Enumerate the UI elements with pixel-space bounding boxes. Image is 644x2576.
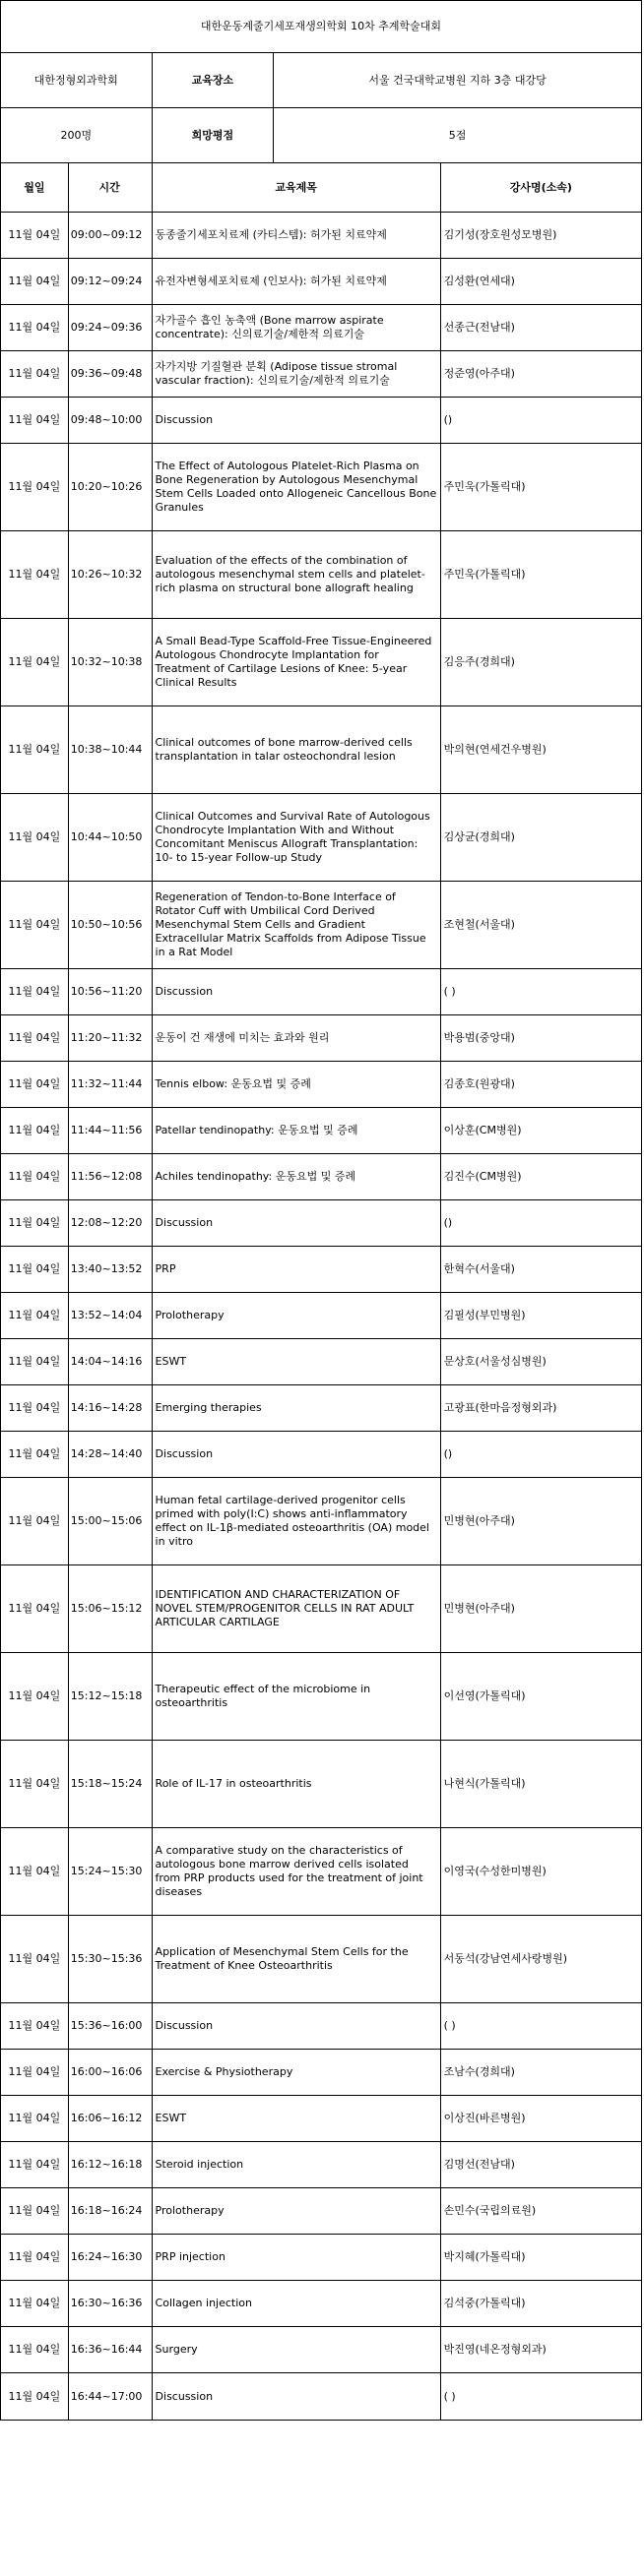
session-time: 09:36~09:48 [69,351,153,397]
title-row [1,1,641,53]
session-date: 11월 04일 [1,2281,69,2326]
table-row [1,2003,641,2050]
session-title: Discussion [153,398,441,443]
session-date: 11월 04일 [1,2373,69,2420]
session-title: Emerging therapies [153,1385,441,1431]
table-row [1,1154,641,1200]
session-speaker: 한혁수(서울대) [443,1262,515,1275]
session-time: 10:20~10:26 [69,444,153,530]
session-time: 14:04~14:16 [69,1339,153,1384]
session-time: 15:06~15:12 [69,1565,153,1652]
table-row [1,1339,641,1385]
table-row [1,794,641,882]
session-speaker: 김진수(CM병원) [443,1170,522,1183]
session-time: 16:36~16:44 [69,2327,153,2372]
session-speaker: 이영국(수성한미병원) [443,1865,547,1877]
table-row [1,259,641,305]
session-speaker: 김기성(장호원성모병원) [443,228,557,241]
session-title: PRP [153,1247,441,1292]
table-row [1,213,641,259]
table-row [1,1385,641,1432]
session-title: Human fetal cartilage-derived progenitor cells primed with poly(I:C) shows anti-inflammatory effect on IL-1β-mediated osteoarthritis (OA) model in vitro [153,1478,441,1564]
table-row [1,2142,641,2188]
table-row [1,706,641,794]
session-date: 11월 04일 [1,1247,69,1292]
session-title: Role of IL-17 in osteoarthritis [153,1741,441,1827]
session-title: Surgery [153,2327,441,2372]
header-date: 월일 [1,163,69,212]
session-title: Patellar tendinopathy: 운동요법 및 증례 [153,1108,441,1153]
session-time: 09:12~09:24 [69,259,153,304]
session-time: 16:18~16:24 [69,2188,153,2234]
session-date: 11월 04일 [1,2188,69,2234]
session-date: 11월 04일 [1,2096,69,2141]
header-title: 교육제목 [153,163,441,212]
session-title: Exercise & Physiotherapy [153,2050,441,2095]
session-date: 11월 04일 [1,1200,69,1246]
session-date: 11월 04일 [1,351,69,397]
session-date: 11월 04일 [1,1015,69,1061]
table-row [1,1247,641,1293]
session-speaker: 김명선(전남대) [443,2158,515,2171]
session-title: ESWT [153,2096,441,2141]
session-speaker: 이상훈(CM병원) [443,1124,522,1136]
table-row [1,1108,641,1154]
session-time: 15:24~15:30 [69,1828,153,1915]
table-row [1,531,641,619]
table-row [1,305,641,351]
session-title: 운동이 건 재생에 미치는 효과와 원리 [153,1015,441,1061]
session-time: 14:28~14:40 [69,1432,153,1477]
session-date: 11월 04일 [1,1741,69,1827]
session-title: Achiles tendinopathy: 운동요법 및 증례 [153,1154,441,1199]
session-speaker: 이선영(가톨릭대) [443,1689,526,1702]
session-time: 15:12~15:18 [69,1653,153,1740]
info-row-credit [1,108,641,163]
session-date: 11월 04일 [1,1062,69,1107]
session-title: Tennis elbow: 운동요법 및 증례 [153,1062,441,1107]
session-time: 10:26~10:32 [69,531,153,618]
table-row [1,2327,641,2373]
session-title: 자가골수 흡인 농축액 (Bone marrow aspirate concentrate): 신의료기술/제한적 의료기술 [153,305,441,350]
session-speaker: 조남수(경희대) [443,2065,515,2078]
session-time: 15:36~16:00 [69,2003,153,2049]
session-time: 16:06~16:12 [69,2096,153,2141]
session-speaker: 이상진(바른병원) [443,2112,526,2124]
organizer: 대한정형외과학회 [1,53,153,107]
session-title: ESWT [153,1339,441,1384]
table-row [1,1062,641,1108]
session-date: 11월 04일 [1,1108,69,1153]
session-speaker: () [443,1216,453,1229]
session-date: 11월 04일 [1,1653,69,1740]
session-speaker: 문상호(서울성심병원) [443,1355,547,1368]
session-time: 13:52~14:04 [69,1293,153,1338]
session-title: Collagen injection [153,2281,441,2326]
table-row [1,1565,641,1653]
session-speaker: 김응주(경희대) [443,655,515,668]
session-title: 동종줄기세포치료제 (카티스템): 허가된 치료약제 [153,213,441,258]
session-time: 16:12~16:18 [69,2142,153,2187]
session-date: 11월 04일 [1,2327,69,2372]
session-speaker: () [443,413,453,426]
session-speaker: 주민욱(가톨릭대) [443,568,526,581]
session-speaker: 조현철(서울대) [443,918,515,931]
session-date: 11월 04일 [1,2050,69,2095]
session-title: Evaluation of the effects of the combination of autologous mesenchymal stem cells and platelet-rich plasma on structural bone allograft healing [153,531,441,618]
session-time: 10:32~10:38 [69,619,153,705]
session-date: 11월 04일 [1,882,69,968]
session-date: 11월 04일 [1,305,69,350]
session-date: 11월 04일 [1,1432,69,1477]
session-date: 11월 04일 [1,619,69,705]
session-date: 11월 04일 [1,1385,69,1431]
capacity: 200명 [1,108,153,162]
session-speaker: 김상균(경희대) [443,830,515,843]
session-speaker: 주민욱(가톨릭대) [443,480,526,493]
session-date: 11월 04일 [1,2235,69,2280]
session-date: 11월 04일 [1,2003,69,2049]
table-row [1,351,641,398]
session-time: 16:30~16:36 [69,2281,153,2326]
header-speaker: 강사명(소속) [509,180,572,194]
session-time: 12:08~12:20 [69,1200,153,1246]
session-date: 11월 04일 [1,1293,69,1338]
session-title: IDENTIFICATION AND CHARACTERIZATION OF NOVEL STEM/PROGENITOR CELLS IN RAT ADULT ARTICULAR CARTILAGE [153,1565,441,1652]
session-title: Discussion [153,2003,441,2049]
session-title: 유전자변형세포치료제 (인보사): 허가된 치료약제 [153,259,441,304]
session-speaker: 박지혜(가톨릭대) [443,2250,526,2263]
session-speaker: 손민수(국립의료원) [443,2204,537,2217]
session-speaker: 김성환(연세대) [443,275,515,287]
table-row [1,444,641,531]
info-row-venue [1,53,641,108]
header-time: 시간 [69,163,153,212]
session-speaker: 박진영(네온정형외과) [443,2343,547,2356]
session-speaker: 김필성(부민병원) [443,1309,526,1321]
session-speaker: 정준영(아주대) [443,367,515,380]
table-row [1,2373,641,2420]
table-row [1,1828,641,1916]
session-time: 10:44~10:50 [69,794,153,881]
table-row [1,619,641,706]
session-title: Discussion [153,1432,441,1477]
session-date: 11월 04일 [1,259,69,304]
session-date: 11월 04일 [1,1916,69,2002]
session-title: Prolotherapy [153,2188,441,2234]
venue-value: 서울 건국대학교병원 지하 3층 대강당 [368,73,547,87]
session-title: Prolotherapy [153,1293,441,1338]
session-time: 16:24~16:30 [69,2235,153,2280]
session-title: Steroid injection [153,2142,441,2187]
session-title: Therapeutic effect of the microbiome in osteoarthritis [153,1653,441,1740]
session-speaker: 김종호(원광대) [443,1077,515,1090]
session-time: 16:44~17:00 [69,2373,153,2420]
session-speaker: ( ) [443,2389,456,2403]
table-row [1,2188,641,2235]
table-row [1,1015,641,1062]
table-row [1,398,641,444]
session-time: 15:18~15:24 [69,1741,153,1827]
session-speaker: 박용범(중앙대) [443,1031,515,1044]
table-row [1,882,641,969]
session-title: The Effect of Autologous Platelet-Rich Plasma on Bone Regeneration by Autologous Mesenchymal Stem Cells Loaded onto Allogeneic Cancellous Bone Granules [153,444,441,530]
session-time: 10:50~10:56 [69,882,153,968]
session-speaker: () [443,1447,453,1460]
session-date: 11월 04일 [1,2142,69,2187]
table-row [1,2050,641,2096]
session-title: Discussion [153,2373,441,2420]
session-time: 11:32~11:44 [69,1062,153,1107]
session-time: 11:44~11:56 [69,1108,153,1153]
session-time: 14:16~14:28 [69,1385,153,1431]
session-speaker: 선종근(전남대) [443,321,515,334]
session-date: 11월 04일 [1,1339,69,1384]
session-speaker: 민병현(아주대) [443,1602,515,1615]
session-time: 10:56~11:20 [69,969,153,1014]
session-time: 09:48~10:00 [69,398,153,443]
session-time: 15:30~15:36 [69,1916,153,2002]
session-speaker: 김석중(가톨릭대) [443,2297,526,2309]
conference-title: 대한운동계줄기세포재생의학회 10차 추계학술대회 [200,20,442,32]
session-time: 11:56~12:08 [69,1154,153,1199]
credit-value: 5점 [448,128,467,142]
table-row [1,1293,641,1339]
session-speaker: 고광표(한마음정형외과) [443,1401,557,1414]
credit-label: 희망평점 [153,108,275,162]
session-time: 09:00~09:12 [69,213,153,258]
table-row [1,1478,641,1565]
table-row [1,969,641,1015]
schedule-rows [1,213,641,2420]
session-title: 자가지방 기질혈관 분획 (Adipose tissue stromal vascular fraction): 신의료기술/제한적 의료기술 [153,351,441,397]
session-speaker: ( ) [443,985,456,998]
session-date: 11월 04일 [1,531,69,618]
session-speaker: 박의현(연세건우병원) [443,743,547,756]
session-speaker: ( ) [443,2019,456,2032]
table-row [1,2096,641,2142]
table-row [1,2235,641,2281]
session-speaker: 민병현(아주대) [443,1514,515,1527]
session-date: 11월 04일 [1,969,69,1014]
session-title: A Small Bead-Type Scaffold-Free Tissue-Engineered Autologous Chondrocyte Implantation for Treatment of Cartilage Lesions of Knee: 5-year Clinical Results [153,619,441,705]
session-date: 11월 04일 [1,1565,69,1652]
session-date: 11월 04일 [1,444,69,530]
session-title: PRP injection [153,2235,441,2280]
session-date: 11월 04일 [1,706,69,793]
header-row [1,163,641,213]
session-time: 16:00~16:06 [69,2050,153,2095]
session-time: 15:00~15:06 [69,1478,153,1564]
session-title: Regeneration of Tendon-to-Bone Interface of Rotator Cuff with Umbilical Cord Derived Mesenchymal Stem Cells and Gradient Extracellular Matrix Scaffolds from Adipose Tissue in a Rat Model [153,882,441,968]
session-date: 11월 04일 [1,1478,69,1564]
session-date: 11월 04일 [1,1828,69,1915]
session-date: 11월 04일 [1,794,69,881]
session-speaker: 나현식(가톨릭대) [443,1777,526,1790]
session-title: A comparative study on the characteristics of autologous bone marrow derived cells isolated from PRP products used for the treatment of joint diseases [153,1828,441,1915]
session-time: 11:20~11:32 [69,1015,153,1061]
session-date: 11월 04일 [1,398,69,443]
session-title: Clinical Outcomes and Survival Rate of Autologous Chondrocyte Implantation With and Without Concomitant Meniscus Allograft Transplantation: 10- to 15-year Follow-up Study [153,794,441,881]
table-row [1,1432,641,1478]
session-date: 11월 04일 [1,213,69,258]
table-row [1,1741,641,1828]
session-title: Application of Mesenchymal Stem Cells for the Treatment of Knee Osteoarthritis [153,1916,441,2002]
session-time: 10:38~10:44 [69,706,153,793]
table-row [1,1200,641,1247]
session-title: Clinical outcomes of bone marrow-derived cells transplantation in talar osteochondral lesion [153,706,441,793]
session-speaker: 서동석(강남연세사랑병원) [443,1952,568,1965]
venue-label: 교육장소 [153,53,275,107]
session-date: 11월 04일 [1,1154,69,1199]
table-row [1,1653,641,1741]
session-title: Discussion [153,969,441,1014]
session-title: Discussion [153,1200,441,1246]
session-time: 09:24~09:36 [69,305,153,350]
table-row [1,2281,641,2327]
session-time: 13:40~13:52 [69,1247,153,1292]
table-row [1,1916,641,2003]
